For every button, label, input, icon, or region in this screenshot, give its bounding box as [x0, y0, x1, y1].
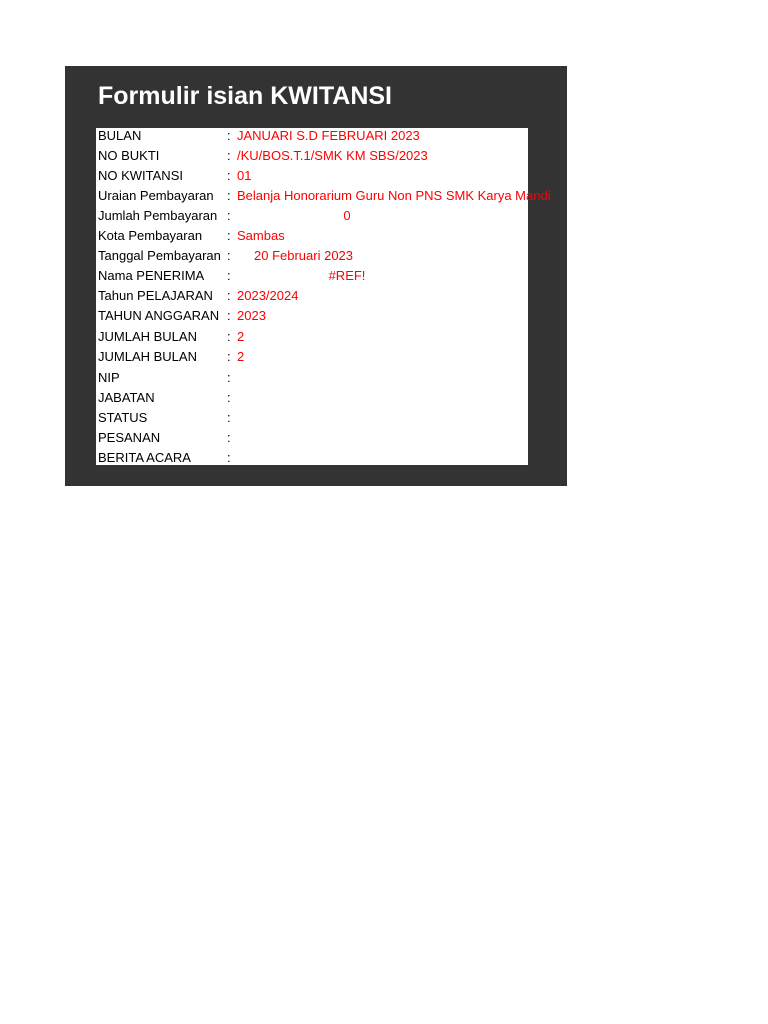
row-colon: :	[227, 430, 231, 445]
row-colon: :	[227, 188, 231, 203]
row-value[interactable]: 2023	[237, 308, 266, 323]
form-row-nama-penerima	[96, 266, 566, 286]
form-row-jumlah-bulan-2	[96, 347, 566, 367]
form-row-uraian-pembayaran	[96, 186, 566, 206]
row-value[interactable]: 2	[237, 329, 245, 344]
row-colon: :	[227, 308, 231, 323]
row-label: BERITA ACARA	[98, 450, 191, 465]
row-label: NO BUKTI	[98, 148, 160, 163]
row-colon: :	[227, 228, 231, 243]
row-value[interactable]: 0	[343, 208, 351, 223]
row-label: NIP	[98, 370, 120, 385]
row-value[interactable]: Sambas	[237, 228, 285, 243]
row-label: Jumlah Pembayaran	[98, 208, 218, 223]
row-colon: :	[227, 168, 231, 183]
row-value[interactable]: 20 Februari 2023	[254, 248, 354, 263]
row-value[interactable]: JANUARI S.D FEBRUARI 2023	[237, 128, 420, 143]
row-label: Uraian Pembayaran	[98, 188, 214, 203]
form-row-status	[96, 408, 566, 428]
form-row-tahun-pelajaran	[96, 286, 566, 306]
row-value[interactable]: #REF!	[328, 268, 366, 283]
row-colon: :	[227, 349, 231, 364]
form-row-jumlah-pembayaran	[96, 206, 566, 226]
row-label: NO KWITANSI	[98, 168, 183, 183]
row-colon: :	[227, 128, 231, 143]
form-table	[96, 128, 551, 465]
row-label: TAHUN ANGGARAN	[98, 308, 220, 323]
form-row-no-kwitansi	[96, 166, 566, 186]
row-label: STATUS	[98, 410, 148, 425]
form-row-bulan	[96, 126, 566, 146]
form-title: Formulir isian KWITANSI	[98, 82, 392, 110]
row-value[interactable]: 2023/2024	[237, 288, 299, 303]
form-row-jumlah-bulan	[96, 327, 566, 347]
row-colon: :	[227, 329, 231, 344]
row-colon: :	[227, 248, 231, 263]
form-row-tanggal-pembayaran	[96, 246, 566, 266]
row-label: JUMLAH BULAN	[98, 329, 197, 344]
row-value[interactable]: /KU/BOS.T.1/SMK KM SBS/2023	[237, 148, 428, 163]
row-colon: :	[227, 450, 231, 465]
row-label: Tahun PELAJARAN	[98, 288, 213, 303]
row-colon: :	[227, 410, 231, 425]
row-value[interactable]: 01	[237, 168, 252, 183]
form-row-kota-pembayaran	[96, 226, 566, 246]
row-value[interactable]: Belanja Honorarium Guru Non PNS SMK Karya Mandi	[237, 188, 551, 203]
row-value[interactable]: 2	[237, 349, 245, 364]
form-row-no-bukti	[96, 146, 566, 166]
row-label: Nama PENERIMA	[98, 268, 205, 283]
form-row-pesanan	[96, 428, 566, 448]
row-label: JUMLAH BULAN	[98, 349, 197, 364]
form-row-berita-acara	[96, 448, 566, 468]
row-label: Kota Pembayaran	[98, 228, 203, 243]
kwitansi-form-panel	[65, 66, 567, 486]
row-label: Tanggal Pembayaran	[98, 248, 221, 263]
row-label: JABATAN	[98, 390, 155, 405]
row-colon: :	[227, 208, 231, 223]
row-label: BULAN	[98, 128, 142, 143]
row-colon: :	[227, 370, 231, 385]
form-row-tahun-anggaran	[96, 306, 566, 326]
form-row-nip	[96, 368, 566, 388]
row-colon: :	[227, 390, 231, 405]
row-colon: :	[227, 148, 231, 163]
row-colon: :	[227, 268, 231, 283]
row-colon: :	[227, 288, 231, 303]
form-row-jabatan	[96, 388, 566, 408]
row-label: PESANAN	[98, 430, 161, 445]
